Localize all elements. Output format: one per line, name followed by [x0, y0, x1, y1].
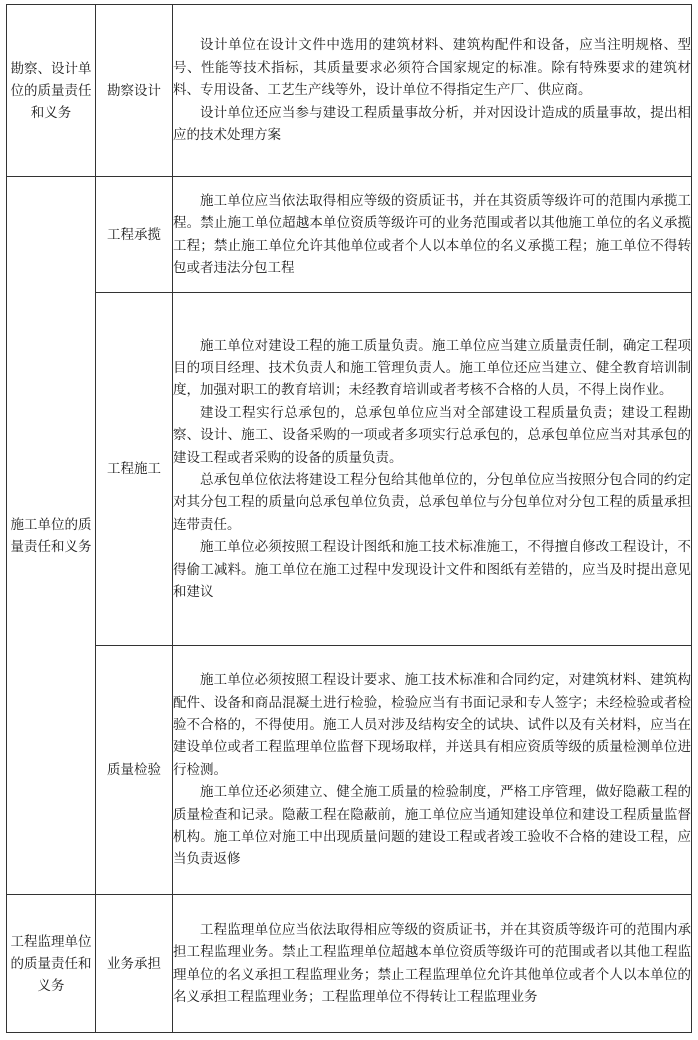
paragraph: 施工单位必须按照工程设计图纸和施工技术标准施工，不得擅自修改工程设计，不得偷工减料。施工单位在施工过程中发现设计文件和图纸有差错的，应当及时提出意见和建议 — [173, 539, 691, 601]
table-row — [7, 293, 692, 646]
item-cell: 工程承揽 — [96, 177, 173, 293]
paragraph: 施工单位还必须建立、健全施工质量的检验制度，严格工序管理，做好隐蔽工程的质量检查和记录。隐蔽工程在隐蔽前，施工单位应当通知建设单位和建设工程质量监督机构。施工单位对施工中出现质量问题的建设工程或者竣工验收不合格的建设工程，应当负责返修 — [173, 784, 691, 868]
paragraph: 施工单位对建设工程的施工质量负责。施工单位应当建立质量责任制，确定工程项目的项目经理、技术负责人和施工管理负责人。施工单位还应当建立、健全教育培训制度，加强对职工的教育培训；未经教育培训或者考核不合格的人员，不得上岗作业。 — [173, 337, 691, 399]
table-row — [7, 5, 692, 177]
category-cell: 工程监理单位的质量责任和义务 — [7, 895, 96, 1033]
content-cell — [173, 177, 692, 293]
item-cell: 勘察设计 — [96, 5, 173, 177]
table-row — [7, 646, 692, 895]
content-cell — [173, 646, 692, 895]
paragraph: 建设工程实行总承包的，总承包单位应当对全部建设工程质量负责；建设工程勘察、设计、施工、设备采购的一项或者多项实行总承包的，总承包单位应当对其承包的建设工程或者采购的设备的质量负责。 — [173, 404, 691, 466]
table-row — [7, 177, 692, 293]
category-cell: 勘察、设计单位的质量责任和义务 — [7, 5, 96, 177]
content-cell — [173, 293, 692, 646]
paragraph: 总承包单位依法将建设工程分包给其他单位的，分包单位应当按照分包合同的约定对其分包工程的质量向总承包单位负责，总承包单位与分包单位对分包工程的质量承担连带责任。 — [173, 472, 691, 533]
item-cell: 业务承担 — [96, 895, 173, 1033]
paragraph: 工程监理单位应当依法取得相应等级的资质证书，并在其资质等级许可的范围内承担工程监理业务。禁止工程监理单位超越本单位资质等级许可的范围或者以其他工程监理单位的名义承担工程监理业务；禁止工程监理单位允许其他单位或者个人以本单位的名义承担工程监理业务；工程监理单位不得转让工程监理业务 — [173, 921, 691, 1005]
responsibility-table — [6, 4, 692, 1033]
paragraph: 施工单位应当依法取得相应等级的资质证书，并在其资质等级许可的范围内承揽工程。禁止施工单位超越本单位资质等级许可的业务范围或者以其他施工单位的名义承揽工程；禁止施工单位允许其他单位或者个人以本单位的名义承揽工程；施工单位不得转包或者违法分包工程 — [173, 192, 691, 276]
paragraph: 设计单位还应当参与建设工程质量事故分析，并对因设计造成的质量事故，提出相应的技术处理方案 — [173, 104, 691, 144]
item-cell: 质量检验 — [96, 646, 173, 895]
paragraph: 施工单位必须按照工程设计要求、施工技术标准和合同约定，对建筑材料、建筑构配件、设备和商品混凝土进行检验，检验应当有书面记录和专人签字；未经检验或者检验不合格的，不得使用。施工人员对涉及结构安全的试块、试件以及有关材料，应当在建设单位或者工程监理单位监督下现场取样，并送具有相应资质等级的质量检测单位进行检测。 — [173, 672, 691, 778]
item-cell: 工程施工 — [96, 293, 173, 646]
content-cell — [173, 5, 692, 177]
content-cell — [173, 895, 692, 1033]
category-cell: 施工单位的质量责任和义务 — [7, 177, 96, 895]
table-row — [7, 895, 692, 1033]
paragraph: 设计单位在设计文件中选用的建筑材料、建筑构配件和设备，应当注明规格、型号、性能等技术指标，其质量要求必须符合国家规定的标准。除有特殊要求的建筑材料、专用设备、工艺生产线等外，设计单位不得指定生产厂、供应商。 — [173, 37, 691, 99]
